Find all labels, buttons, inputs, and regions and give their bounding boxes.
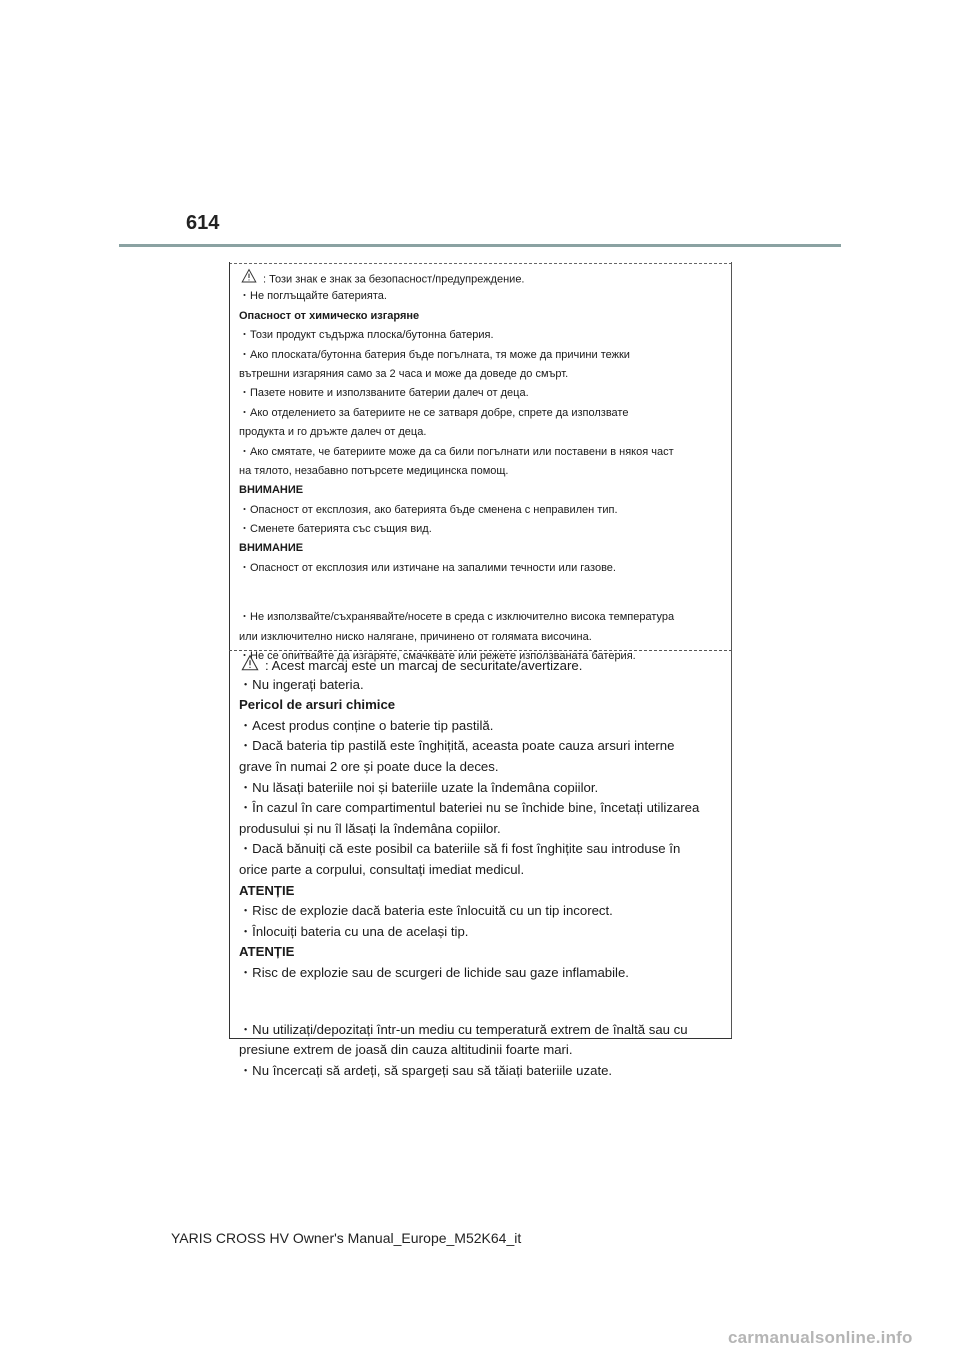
warning-line [239, 839, 719, 860]
line-text: ATENȚIE [239, 882, 295, 898]
section-heading [239, 307, 719, 326]
warning-line [239, 501, 719, 520]
warning-line [239, 346, 719, 365]
warning-line [239, 778, 719, 799]
line-text: : Този знак е знак за безопасност/предупреждение. [263, 273, 525, 286]
line-text: ・Înlocuiți bateria cu una de același tip. [239, 923, 469, 939]
scanned-warning-label [229, 258, 732, 1078]
page-number: 614 [186, 212, 220, 234]
line-text: ・Ако смятате, че батериите може да са били погълнати или поставени в някоя част [239, 445, 674, 458]
line-text: ATENȚIE [239, 944, 295, 960]
warning-line [239, 287, 719, 306]
watermark: carmanualsonline.info [728, 1328, 913, 1347]
warning-line [239, 819, 719, 840]
spacer [239, 578, 719, 608]
line-text: ・Опасност от експлозия, ако батерията бъде сменена с неправилен тип. [239, 503, 618, 516]
warning-line [239, 462, 719, 481]
header-rule [119, 244, 841, 247]
section-heading [239, 695, 719, 716]
line-text: вътрешни изгаряния само за 2 часа и може да доведе до смърт. [239, 367, 569, 380]
line-text: grave în numai 2 ore și poate duce la deces. [239, 758, 499, 774]
line-text: ・Този продукт съдържа плоска/бутонна батерия. [239, 329, 494, 342]
warning-line [239, 901, 719, 922]
warning-line [239, 963, 719, 984]
warning-line [239, 1061, 719, 1082]
warning-line [239, 1040, 719, 1061]
warning-line [239, 326, 719, 345]
line-text: ВНИМАНИЕ [239, 542, 304, 555]
line-text: ・În cazul în care compartimentul bateriei nu se închide bine, încetați utilizarea [239, 800, 700, 816]
warning-line [239, 716, 719, 737]
warning-line [239, 757, 719, 778]
warning-line [239, 268, 719, 287]
line-text: ・Ако отделението за батериите не се затваря добре, спрете да използвате [239, 406, 629, 419]
line-text: presiune extrem de joasă din cauza altitudinii foarte mari. [239, 1042, 573, 1058]
line-text: или изключително ниско налягане, причинено от голямата височина. [239, 630, 592, 643]
bulgarian-warning-text [239, 268, 719, 666]
line-text: : Acest marcaj este un marcaj de securitate/avertizare. [265, 657, 583, 673]
warning-line [239, 365, 719, 384]
warning-line [239, 559, 719, 578]
warning-line [239, 798, 719, 819]
line-text: produsului și nu îl lăsați la îndemâna copiilor. [239, 820, 501, 836]
section-heading [239, 539, 719, 558]
line-text: ・Nu utilizați/depozitați într-un mediu cu temperatură extrem de înaltă sau cu [239, 1021, 688, 1037]
line-text: ・Сменете батерията със същия вид. [239, 523, 432, 536]
line-text: ・Nu încercați să ardeți, să spargeți sau să tăiați bateriile uzate. [239, 1062, 613, 1078]
line-text: на тялото, незабавно потърсете медицинска помощ. [239, 464, 509, 477]
line-text: ・Acest produs conține o baterie tip pastilă. [239, 717, 494, 733]
footer-manual-title: YARIS CROSS HV Owner's Manual_Europe_M52K64_it [171, 1230, 522, 1246]
warning-line [239, 404, 719, 423]
line-text: продукта и го дръжте далеч от деца. [239, 426, 427, 439]
warning-line [239, 520, 719, 539]
spacer [239, 984, 719, 1020]
line-text: ВНИМАНИЕ [239, 484, 304, 497]
line-text: ・Nu lăsați bateriile noi și bateriile uzate la îndemâna copiilor. [239, 779, 599, 795]
line-text: ・Dacă bănuiți că este posibil ca bateriile să fi fost înghițite sau introduse în [239, 841, 681, 857]
line-text: ・Пазете новите и използваните батерии далеч от деца. [239, 387, 529, 400]
warning-line [239, 922, 719, 943]
warning-line [239, 675, 719, 696]
warning-line [239, 1020, 719, 1041]
section-heading [239, 481, 719, 500]
line-text: orice parte a corpului, consultați imediat medicul. [239, 861, 525, 877]
warning-line [239, 443, 719, 462]
warning-line [239, 736, 719, 757]
warning-line [239, 628, 719, 647]
line-text: Опасност от химическо изгаряне [239, 309, 420, 322]
line-text: ・Не се опитвайте да изгаряте, смачквате или режете използваната батерия. [239, 650, 636, 663]
warning-line [239, 608, 719, 627]
line-text: ・Risc de explozie dacă bateria este înlocuită cu un tip incorect. [239, 903, 613, 919]
warning-line [239, 384, 719, 403]
line-text: ・Nu ingerați bateria. [239, 676, 364, 692]
line-text: ・Ако плоската/бутонна батерия бъде погълната, тя може да причини тежки [239, 348, 630, 361]
warning-line [239, 654, 719, 675]
line-text: ・Не използвайте/съхранявайте/носете в среда с изключително висока температура [239, 611, 675, 624]
top-divider [229, 263, 732, 264]
line-text: ・Не поглъщайте батерията. [239, 290, 387, 303]
warning-line [239, 423, 719, 442]
warning-line [239, 860, 719, 881]
section-heading [239, 942, 719, 963]
line-text: ・Risc de explozie sau de scurgeri de lichide sau gaze inflamabile. [239, 964, 629, 980]
romanian-warning-text [239, 654, 719, 1081]
line-text: Pericol de arsuri chimice [239, 697, 396, 713]
line-text: ・Опасност от експлозия или изтичане на запалими течности или газове. [239, 561, 616, 574]
section-heading [239, 881, 719, 902]
line-text: ・Dacă bateria tip pastilă este înghițită, aceasta poate cauza arsuri interne [239, 738, 675, 754]
